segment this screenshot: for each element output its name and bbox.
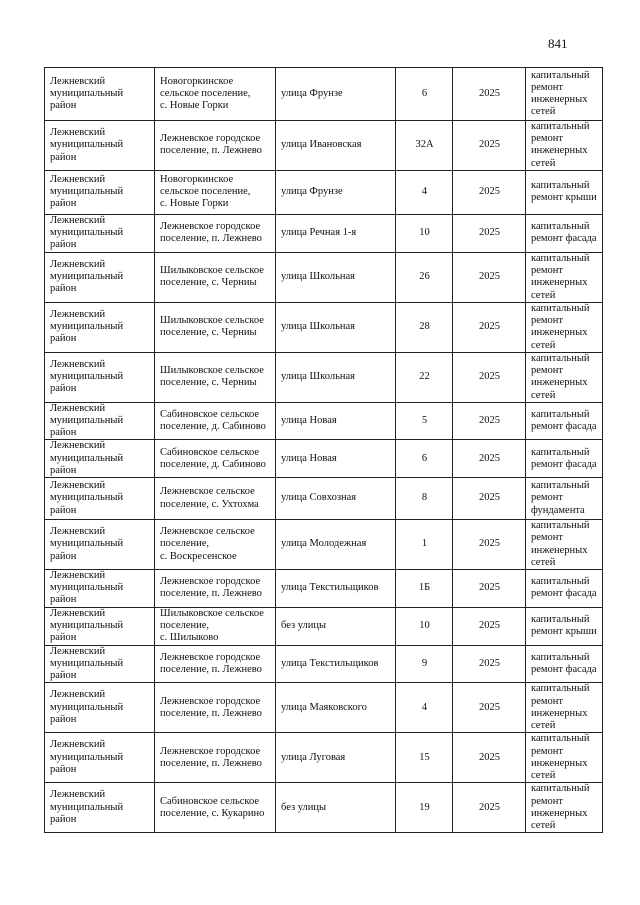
settlement-cell-text: Лежневское городское поселение, п. Лежнево <box>160 576 262 600</box>
table-body <box>45 68 603 833</box>
table-row <box>45 302 603 352</box>
street-cell-text: улица Ивановская <box>281 139 362 151</box>
settlement-cell <box>155 121 276 171</box>
year-cell-text: 2025 <box>479 415 500 427</box>
settlement-cell-text: Сабиновское сельское поселение, д. Сабиново <box>160 446 266 470</box>
settlement-cell <box>155 645 276 683</box>
work-type-cell-text: капитальный ремонт крыши <box>531 180 597 204</box>
settlement-cell-text: Сабиновское сельское поселение, д. Сабиново <box>160 408 266 433</box>
work-type-cell <box>526 645 603 683</box>
house-number-cell-text: 5 <box>421 415 428 427</box>
table-row <box>45 214 603 252</box>
work-type-cell-text: капитальный ремонт инженерных сетей <box>531 302 590 351</box>
year-cell <box>453 352 526 402</box>
year-cell-text: 2025 <box>479 538 500 550</box>
settlement-cell-text: Шилыковское сельское поселение, с. Черниы <box>160 265 264 289</box>
house-number-cell <box>396 252 453 302</box>
year-cell-text: 2025 <box>479 87 500 99</box>
street-cell-text: улица Школьная <box>281 321 355 333</box>
table-row <box>45 170 603 214</box>
settlement-cell <box>155 252 276 302</box>
street-cell-text: улица Школьная <box>281 371 355 383</box>
house-number-cell-text: 26 <box>419 271 430 283</box>
house-number-cell <box>396 68 453 121</box>
district-cell <box>45 121 155 171</box>
house-number-cell <box>396 783 453 833</box>
settlement-cell <box>155 302 276 352</box>
district-cell <box>45 302 155 352</box>
year-cell <box>453 570 526 608</box>
year-cell <box>453 214 526 252</box>
year-cell <box>453 68 526 121</box>
table-row <box>45 478 603 520</box>
district-cell <box>45 570 155 608</box>
house-number-cell-text: 9 <box>421 657 428 669</box>
work-type-cell <box>526 214 603 252</box>
street-cell-text: улица Луговая <box>281 751 346 763</box>
work-type-cell-text: капитальный ремонт фасада <box>531 576 597 600</box>
house-number-cell <box>396 121 453 171</box>
year-cell <box>453 607 526 645</box>
district-cell <box>45 252 155 302</box>
district-cell <box>45 170 155 214</box>
house-number-cell <box>396 570 453 608</box>
district-cell <box>45 478 155 520</box>
house-number-cell-text: 28 <box>419 321 430 333</box>
housing-repair-table <box>44 67 603 833</box>
year-cell-text: 2025 <box>479 582 500 594</box>
street-cell <box>276 478 396 520</box>
work-type-cell <box>526 520 603 570</box>
work-type-cell-text: капитальный ремонт инженерных сетей <box>531 352 590 401</box>
settlement-cell <box>155 214 276 252</box>
district-cell <box>45 733 155 783</box>
settlement-cell-text: Шилыковское сельское поселение, с. Шилыково <box>160 607 264 644</box>
house-number-cell <box>396 402 453 440</box>
settlement-cell <box>155 440 276 478</box>
street-cell <box>276 645 396 683</box>
district-cell-text: Лежневский муниципальный район <box>50 359 124 395</box>
house-number-cell-text: 4 <box>421 701 428 713</box>
district-cell-text: Лежневский муниципальный район <box>50 259 124 295</box>
house-number-cell <box>396 520 453 570</box>
house-number-cell-text: 6 <box>421 452 428 464</box>
table-row <box>45 520 603 570</box>
house-number-cell-text: 1 <box>421 538 428 550</box>
house-number-cell <box>396 170 453 214</box>
settlement-cell <box>155 570 276 608</box>
work-type-cell-text: капитальный ремонт фасада <box>531 446 597 470</box>
district-cell <box>45 645 155 683</box>
street-cell-text: улица Новая <box>281 415 337 427</box>
table-row <box>45 683 603 733</box>
year-cell-text: 2025 <box>479 657 500 669</box>
work-type-cell <box>526 121 603 171</box>
settlement-cell-text: Сабиновское сельское поселение, с. Кукарино <box>160 795 265 819</box>
street-cell <box>276 121 396 171</box>
work-type-cell <box>526 570 603 608</box>
house-number-cell <box>396 683 453 733</box>
year-cell <box>453 252 526 302</box>
table-row <box>45 440 603 478</box>
year-cell <box>453 402 526 440</box>
year-cell-text: 2025 <box>479 321 500 333</box>
district-cell-text: Лежневский муниципальный район <box>50 440 124 476</box>
street-cell <box>276 570 396 608</box>
year-cell <box>453 121 526 171</box>
settlement-cell <box>155 352 276 402</box>
street-cell-text: улица Школьная <box>281 271 355 283</box>
street-cell-text: улица Текстильщиков <box>281 657 379 669</box>
settlement-cell <box>155 607 276 645</box>
year-cell-text: 2025 <box>479 620 500 632</box>
year-cell <box>453 302 526 352</box>
work-type-cell-text: капитальный ремонт крыши <box>531 613 597 638</box>
settlement-cell-text: Новогоркинское сельское поселение, с. Новые Горки <box>160 75 251 112</box>
street-cell <box>276 520 396 570</box>
district-cell <box>45 214 155 252</box>
work-type-cell-text: капитальный ремонт фасада <box>531 408 597 433</box>
district-cell <box>45 440 155 478</box>
house-number-cell <box>396 607 453 645</box>
settlement-cell-text: Лежневское городское поселение, п. Лежнево <box>160 133 262 157</box>
district-cell-text: Лежневский муниципальный район <box>50 127 124 163</box>
settlement-cell <box>155 170 276 214</box>
street-cell-text: улица Фрунзе <box>281 87 343 99</box>
year-cell <box>453 645 526 683</box>
house-number-cell-text: 15 <box>419 751 430 763</box>
settlement-cell-text: Лежневское городское поселение, п. Лежнево <box>160 695 262 719</box>
settlement-cell-text: Новогоркинское сельское поселение, с. Новые Горки <box>160 174 251 210</box>
table-row <box>45 121 603 171</box>
house-number-cell <box>396 214 453 252</box>
work-type-cell-text: капитальный ремонт фундамента <box>531 480 590 516</box>
settlement-cell <box>155 520 276 570</box>
work-type-cell <box>526 68 603 121</box>
district-cell-text: Лежневский муниципальный район <box>50 689 124 725</box>
street-cell-text: улица Речная 1-я <box>281 227 357 239</box>
work-type-cell-text: капитальный ремонт инженерных сетей <box>531 520 590 568</box>
street-cell <box>276 302 396 352</box>
year-cell <box>453 170 526 214</box>
street-cell-text: улица Совхозная <box>281 492 357 504</box>
house-number-cell-text: 1Б <box>418 582 431 594</box>
settlement-cell-text: Лежневское городское поселение, п. Лежнево <box>160 221 262 245</box>
work-type-cell-text: капитальный ремонт инженерных сетей <box>531 733 590 781</box>
year-cell-text: 2025 <box>479 139 500 151</box>
year-cell <box>453 683 526 733</box>
year-cell-text: 2025 <box>479 371 500 383</box>
district-cell-text: Лежневский муниципальный район <box>50 570 124 606</box>
district-cell-text: Лежневский муниципальный район <box>50 75 124 112</box>
year-cell-text: 2025 <box>479 271 500 283</box>
district-cell <box>45 783 155 833</box>
street-cell <box>276 214 396 252</box>
district-cell <box>45 607 155 645</box>
settlement-cell-text: Лежневское сельское поселение, с. Ухтохма <box>160 486 259 510</box>
work-type-cell <box>526 607 603 645</box>
work-type-cell <box>526 783 603 833</box>
work-type-cell-text: капитальный ремонт инженерных сетей <box>531 69 590 118</box>
year-cell-text: 2025 <box>479 227 500 239</box>
street-cell <box>276 352 396 402</box>
district-cell-text: Лежневский муниципальный район <box>50 215 124 251</box>
year-cell <box>453 733 526 783</box>
year-cell <box>453 440 526 478</box>
street-cell <box>276 733 396 783</box>
house-number-cell <box>396 302 453 352</box>
house-number-cell-text: 4 <box>421 186 428 198</box>
street-cell <box>276 402 396 440</box>
work-type-cell <box>526 170 603 214</box>
district-cell-text: Лежневский муниципальный район <box>50 526 124 562</box>
street-cell <box>276 252 396 302</box>
table-row <box>45 402 603 440</box>
table-row <box>45 645 603 683</box>
district-cell-text: Лежневский муниципальный район <box>50 402 124 439</box>
year-cell <box>453 478 526 520</box>
street-cell <box>276 440 396 478</box>
street-cell <box>276 783 396 833</box>
work-type-cell <box>526 252 603 302</box>
table-row <box>45 783 603 833</box>
year-cell-text: 2025 <box>479 701 500 713</box>
house-number-cell-text: 10 <box>419 227 430 239</box>
table-row <box>45 570 603 608</box>
work-type-cell-text: капитальный ремонт фасада <box>531 221 597 245</box>
table-row <box>45 252 603 302</box>
district-cell-text: Лежневский муниципальный район <box>50 480 124 516</box>
district-cell-text: Лежневский муниципальный район <box>50 607 124 644</box>
year-cell-text: 2025 <box>479 801 500 813</box>
street-cell-text: улица Новая <box>281 452 337 464</box>
district-cell-text: Лежневский муниципальный район <box>50 739 124 775</box>
street-cell <box>276 170 396 214</box>
district-cell-text: Лежневский муниципальный район <box>50 174 124 210</box>
house-number-cell-text: 10 <box>419 620 430 632</box>
work-type-cell-text: капитальный ремонт инженерных сетей <box>531 252 590 301</box>
street-cell-text: улица Фрунзе <box>281 186 343 198</box>
house-number-cell <box>396 733 453 783</box>
street-cell-text: улица Молодежная <box>281 538 367 550</box>
district-cell-text: Лежневский муниципальный район <box>50 789 124 825</box>
settlement-cell <box>155 683 276 733</box>
year-cell <box>453 783 526 833</box>
street-cell-text: без улицы <box>281 801 327 813</box>
year-cell-text: 2025 <box>479 492 500 504</box>
district-cell-text: Лежневский муниципальный район <box>50 309 124 345</box>
street-cell <box>276 683 396 733</box>
table-row <box>45 733 603 783</box>
house-number-cell-text: 6 <box>421 87 428 99</box>
district-cell <box>45 520 155 570</box>
house-number-cell <box>396 645 453 683</box>
settlement-cell-text: Лежневское городское поселение, п. Лежнево <box>160 651 262 675</box>
work-type-cell-text: капитальный ремонт инженерных сетей <box>531 683 590 731</box>
district-cell-text: Лежневский муниципальный район <box>50 645 124 682</box>
work-type-cell-text: капитальный ремонт инженерных сетей <box>531 121 590 169</box>
house-number-cell <box>396 352 453 402</box>
work-type-cell <box>526 478 603 520</box>
settlement-cell-text: Шилыковское сельское поселение, с. Черниы <box>160 315 264 339</box>
street-cell-text: улица Маяковского <box>281 701 367 713</box>
table-row <box>45 68 603 121</box>
district-cell <box>45 402 155 440</box>
year-cell-text: 2025 <box>479 751 500 763</box>
work-type-cell <box>526 440 603 478</box>
settlement-cell-text: Лежневское городское поселение, п. Лежнево <box>160 745 262 769</box>
table-row <box>45 607 603 645</box>
settlement-cell-text: Шилыковское сельское поселение, с. Черниы <box>160 365 264 389</box>
year-cell-text: 2025 <box>479 186 500 198</box>
work-type-cell <box>526 352 603 402</box>
settlement-cell <box>155 733 276 783</box>
work-type-cell-text: капитальный ремонт фасада <box>531 651 597 675</box>
year-cell-text: 2025 <box>479 452 500 464</box>
street-cell <box>276 607 396 645</box>
year-cell <box>453 520 526 570</box>
work-type-cell <box>526 733 603 783</box>
settlement-cell-text: Лежневское сельское поселение, с. Воскресенское <box>160 526 255 562</box>
settlement-cell <box>155 402 276 440</box>
house-number-cell-text: 8 <box>421 492 428 504</box>
settlement-cell <box>155 478 276 520</box>
district-cell <box>45 352 155 402</box>
district-cell <box>45 68 155 121</box>
street-cell-text: улица Текстильщиков <box>281 582 379 594</box>
work-type-cell <box>526 302 603 352</box>
house-number-cell-text: 19 <box>419 801 430 813</box>
page-number: 841 <box>548 36 568 51</box>
street-cell <box>276 68 396 121</box>
work-type-cell <box>526 683 603 733</box>
settlement-cell <box>155 68 276 121</box>
table-row <box>45 352 603 402</box>
street-cell-text: без улицы <box>281 620 327 632</box>
work-type-cell <box>526 402 603 440</box>
house-number-cell <box>396 440 453 478</box>
work-type-cell-text: капитальный ремонт инженерных сетей <box>531 783 590 831</box>
house-number-cell-text: 22 <box>419 371 430 383</box>
house-number-cell <box>396 478 453 520</box>
house-number-cell-text: 32А <box>415 139 434 151</box>
settlement-cell <box>155 783 276 833</box>
district-cell <box>45 683 155 733</box>
